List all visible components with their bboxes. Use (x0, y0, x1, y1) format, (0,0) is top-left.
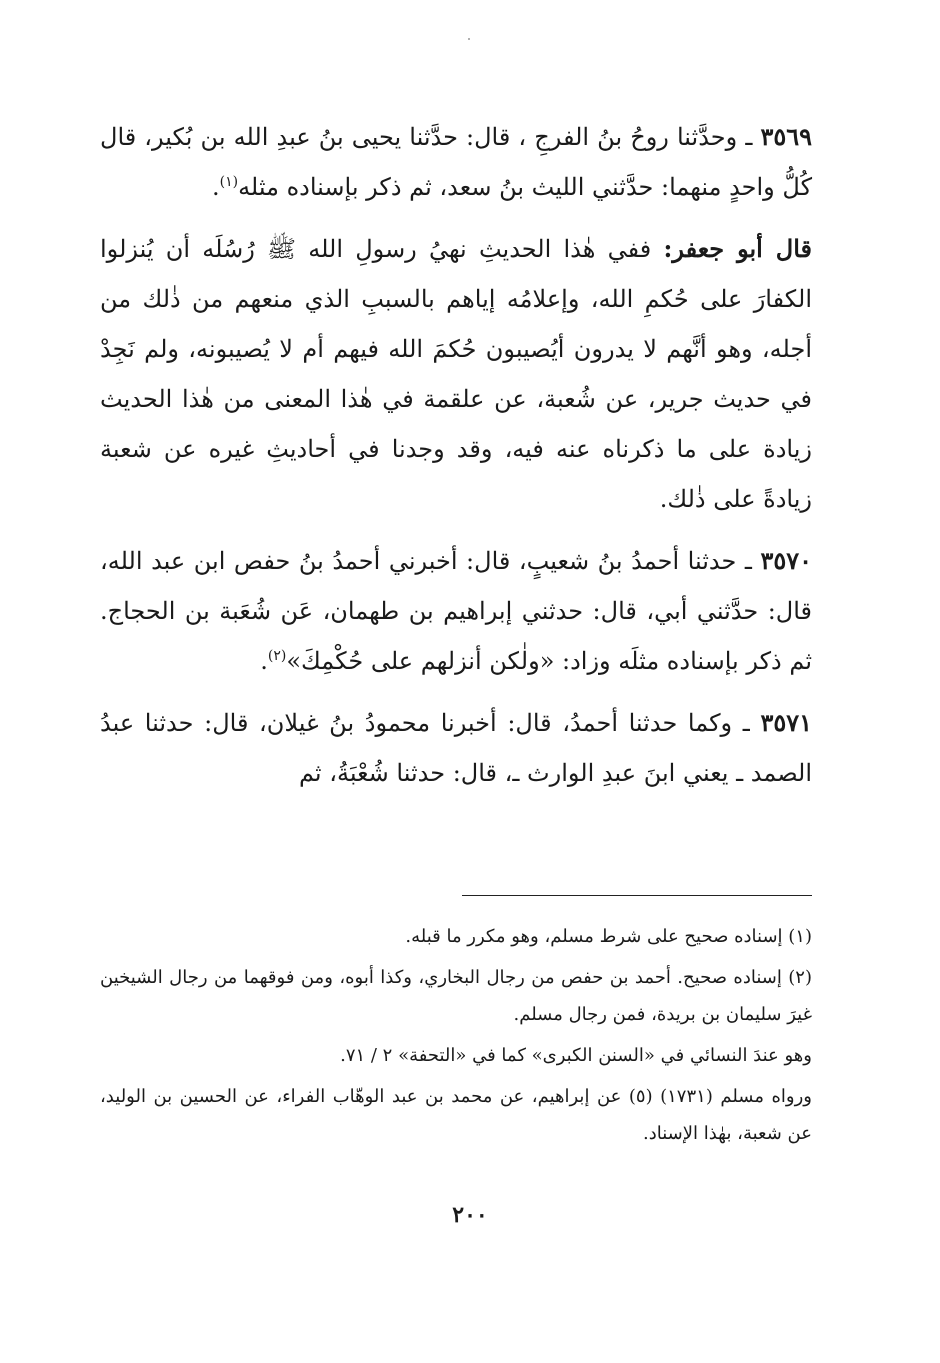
page-number: ٢٠٠ (452, 1202, 488, 1228)
footnotes (100, 918, 812, 1156)
footnote-divider (462, 895, 812, 896)
hadith-number: ٣٥٧١ (760, 708, 812, 737)
footnote-2-nasai: وهو عندَ النسائي في «السنن الكبرى» كما في «التحفة» ٢ / ٧١. (340, 1045, 812, 1066)
commentary (100, 224, 812, 524)
hadith-end: . (211, 173, 220, 201)
hadith-text: ـ وكما حدثنا أحمدُ، قال: أخبرنا محمودُ بنُ غيلان، قال: حدثنا عبدُ الصمد ـ يعني ابنَ عبدِ الوارث ـ، قال: حدثنا شُعْبَةُ، ثم (100, 709, 812, 787)
hadith-3569 (100, 112, 812, 212)
footnote-2-muslim: ورواه مسلم (١٧٣١) (٥) عن إبراهيم، عن محمد بن عبد الوهّاب الفراء، عن الحسين بن الوليد، عن شعبة، بهٰذا الإسناد. (100, 1086, 812, 1144)
footnote-ref: (١) (219, 174, 239, 190)
hadith-3570 (100, 536, 812, 686)
main-text (100, 112, 812, 810)
footnote-2: (٢) إسناده صحيح. أحمد بن حفص من رجال البخاري، وكذا أبوه، ومن فوقهما من رجال الشيخين غيرَ سليمان بن بريدة، فمن رجال مسلم. (100, 967, 812, 1025)
footnote-ref: (٢) (267, 648, 287, 664)
page-speck (468, 38, 470, 40)
commentary-text: ففي هٰذا الحديثِ نهيُ رسولِ الله ﷺ رُسُلَه أن يُنزلوا الكفارَ على حُكمِ الله، وإعلامُه إياهم بالسببِ الذي منعهم من ذٰلك من أجله، وهو أنَّهم لا يدرون أيُصيبون حُكمَ الله فيهم أم لا يُصيبونه، ولم نَجِدْ في حديث جرير، عن شُعبة، عن علقمة في هٰذا المعنى من هٰذا الحديث زيادة على ما ذكرناه عنه فيه، وقد وجدنا في أحاديثِ غيره عن شعبة زيادةً على ذٰلك. (100, 235, 812, 513)
hadith-number: ٣٥٦٩ (760, 122, 812, 151)
commentary-speaker: قال أبو جعفر: (663, 234, 813, 263)
hadith-end: . (260, 647, 268, 675)
hadith-3571 (100, 698, 812, 798)
hadith-text: ـ حدثنا أحمدُ بنُ شعيبٍ، قال: أخبرني أحمدُ بنُ حفص ابن عبد الله، قال: حدَّثني أبي، قال: حدثني إبراهيم بن طهمان، عَن شُعَبة بن الحجاج. ثم ذكر بإسناده مثلَه وزاد: «ولٰكن أنزلهم على حُكْمِكَ» (100, 547, 812, 675)
hadith-text: ـ وحدَّثنا روحُ بنُ الفرجِ ، قال: حدَّثنا يحيى بنُ عبدِ الله بن بُكير، قال كُلُّ واحدٍ منهما: حدَّثني الليث بنُ سعد، ثم ذكر بإسناده مثله (100, 123, 812, 201)
footnote-1: (١) إسناده صحيح على شرط مسلم، وهو مكرر ما قبله. (405, 926, 812, 947)
hadith-number: ٣٥٧٠ (760, 546, 812, 575)
